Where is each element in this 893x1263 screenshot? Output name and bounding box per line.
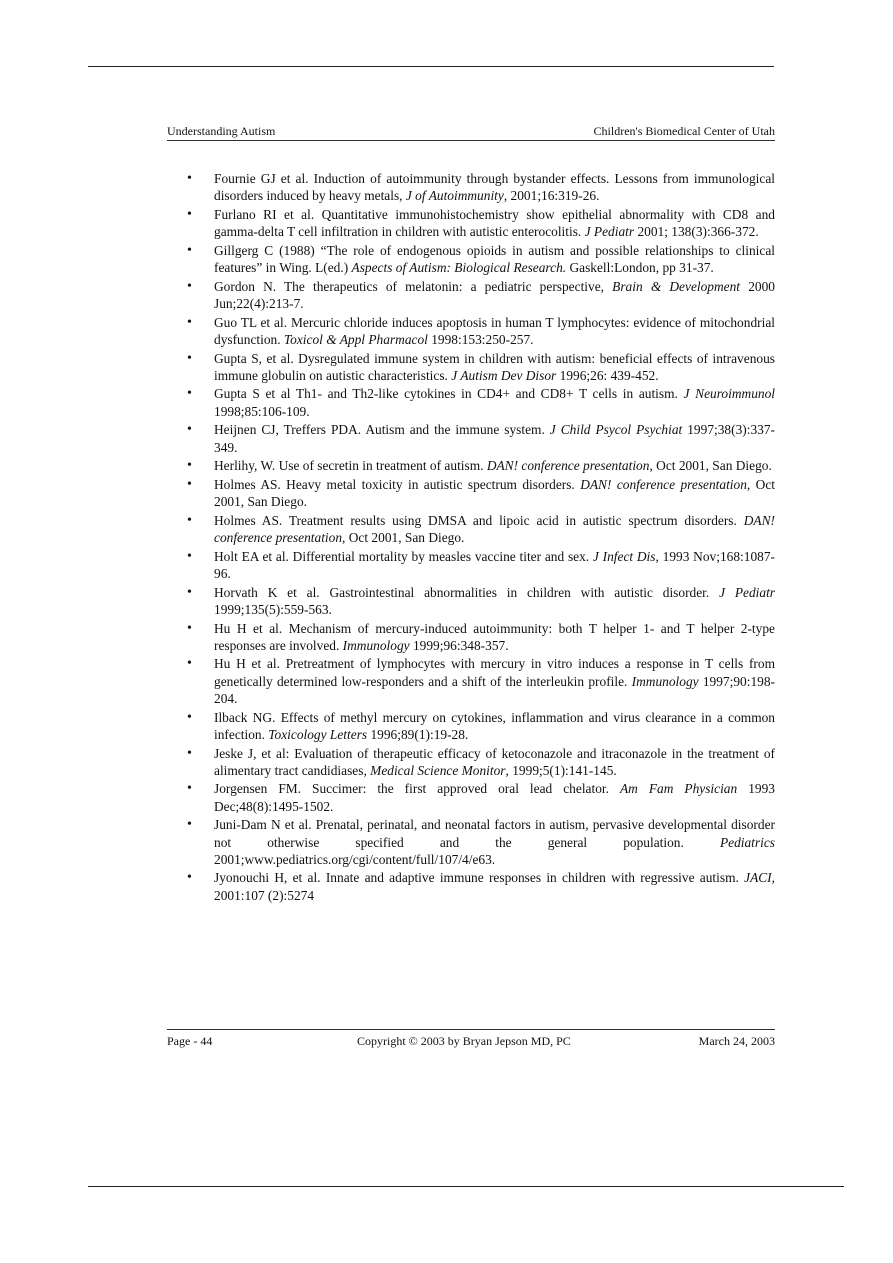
top-page-rule [88, 66, 774, 67]
reference-citation: 1996;89(1):19-28. [367, 726, 469, 742]
reference-text: Holt EA et al. Differential mortality by measles vaccine titer and sex. [214, 548, 593, 564]
reference-citation: , Oct 2001, San Diego. [342, 530, 465, 546]
reference-item [187, 548, 775, 582]
reference-text: Jyonouchi H, et al. Innate and adaptive immune responses in children with regressive autism. [214, 870, 745, 886]
reference-citation: , 1993 Nov;168:1087-96. [214, 548, 775, 581]
reference-citation: 1997;90:198-204. [214, 673, 775, 706]
reference-source: Aspects of Autism: Biological Research. [351, 260, 567, 276]
reference-text: Fournie GJ et al. Induction of autoimmunity through bystander effects. Lessons from immunological disorders induced by heavy metals, [214, 171, 775, 204]
reference-citation: 1999;135(5):559-563. [214, 601, 332, 617]
reference-source: J Pediatr [719, 584, 775, 600]
reference-source: JACI [744, 870, 772, 886]
reference-text: Jorgensen FM. Succimer: the first approved oral lead chelator. [214, 781, 620, 797]
reference-source: DAN! conference presentation [214, 512, 775, 546]
reference-text: Guo TL et al. Mercuric chloride induces apoptosis in human T lymphocytes: evidence of mitochondrial dysfunction. [214, 314, 775, 347]
reference-text: Gupta S et al Th1- and Th2-like cytokines in CD4+ and CD8+ T cells in autism. [214, 386, 684, 402]
reference-citation: 1997;38(3):337-349. [214, 422, 775, 455]
copyright-notice: Copyright © 2003 by Bryan Jepson MD, PC [357, 1034, 571, 1048]
page-number: Page - 44 [167, 1034, 213, 1048]
reference-citation: 1999;96:348-357. [409, 637, 509, 653]
header-title: Understanding Autism [167, 124, 276, 138]
reference-text: Hu H et al. Pretreatment of lymphocytes with mercury in vitro induces a response in T cells from genetically determined low-responders and a shift of the interleukin profile. [214, 656, 775, 689]
reference-source: Immunology [342, 637, 410, 653]
reference-item [187, 421, 775, 455]
reference-text: Furlano RI et al. Quantitative immunohistochemistry show epithelial abnormality with CD8 and gamma-delta T cell infiltration in children with autistic enterocolitis. [214, 206, 775, 240]
reference-citation: , 2001;16:319-26. [503, 188, 600, 204]
reference-text: Heijnen CJ, Treffers PDA. Autism and the immune system. [214, 422, 550, 438]
reference-citation: , 1999;5(1):141-145. [505, 762, 617, 778]
reference-item [187, 709, 775, 743]
header-divider [167, 140, 775, 141]
reference-source: J Child Psycol Psychiat [549, 422, 683, 438]
reference-citation: 1996;26: 439-452. [556, 367, 659, 383]
reference-item [187, 457, 775, 474]
reference-source: Medical Science Monitor [370, 762, 506, 778]
reference-text: Gordon N. The therapeutics of melatonin: a pediatric perspective, [214, 278, 613, 294]
reference-source: Toxicology Letters [268, 726, 368, 742]
reference-item [187, 385, 775, 419]
reference-citation: , 2001:107 (2):5274 [214, 870, 775, 903]
reference-citation: 1993 Dec;48(8):1495-1502. [214, 781, 775, 814]
reference-text: Holmes AS. Heavy metal toxicity in autistic spectrum disorders. [214, 476, 581, 492]
reference-source: Pediatrics [719, 834, 775, 850]
reference-text: Hu H et al. Mechanism of mercury-induced autoimmunity: both T helper 1- and T helper 2-type responses are involved. [214, 620, 775, 653]
reference-item [187, 780, 775, 814]
reference-list [187, 170, 775, 905]
reference-item [187, 869, 775, 903]
bottom-page-rule [88, 1186, 844, 1187]
reference-item [187, 278, 775, 312]
header-organization: Children's Biomedical Center of Utah [593, 124, 775, 138]
reference-text: Gillgerg C (1988) “The role of endogenous opioids in autism and possible relationships to clinical features” in Wing. L(ed.) [214, 242, 775, 276]
reference-citation: 1998;85:106-109. [214, 403, 310, 419]
reference-citation: , Oct 2001, San Diego. [214, 476, 776, 510]
reference-source: DAN! conference presentation [486, 458, 650, 474]
reference-text: Jeske J, et al: Evaluation of therapeutic efficacy of ketoconazole and itraconazole in the treatment of alimentary tract candidiases, [214, 745, 775, 778]
reference-source: J Infect Dis [592, 548, 656, 564]
reference-item [187, 170, 775, 204]
reference-text: Holmes AS. Treatment results using DMSA and lipoic acid in autistic spectrum disorders. [214, 512, 744, 528]
reference-text: Horvath K et al. Gastrointestinal abnormalities in children with autistic disorder. [214, 584, 720, 600]
reference-citation: Gaskell:London, pp 31-37. [566, 260, 714, 276]
reference-citation: 1998:153:250-257. [427, 331, 534, 347]
footer-date: March 24, 2003 [698, 1034, 775, 1048]
reference-item [187, 206, 775, 240]
reference-source: J Pediatr [584, 224, 635, 240]
reference-source: DAN! conference presentation [580, 476, 747, 492]
reference-citation: , Oct 2001, San Diego. [649, 458, 772, 474]
reference-source: Immunology [631, 673, 699, 689]
reference-text: Ilback NG. Effects of methyl mercury on cytokines, inflammation and virus clearance in a common infection. [214, 709, 775, 742]
reference-item [187, 745, 775, 779]
reference-citation: 2001;www.pediatrics.org/cgi/content/full/107/4/e63. [214, 851, 496, 867]
reference-text: Herlihy, W. Use of secretin in treatment of autism. [214, 458, 487, 474]
reference-source: Am Fam Physician [619, 781, 738, 797]
footer-divider [167, 1029, 775, 1030]
reference-item [187, 314, 775, 348]
reference-item [187, 350, 775, 384]
reference-item [187, 584, 775, 618]
reference-source: Toxicol & Appl Pharmacol [283, 331, 428, 347]
reference-text: Juni-Dam N et al. Prenatal, perinatal, and neonatal factors in autism, pervasive developmental disorder not otherwise specified and the general population. [214, 817, 775, 850]
reference-item [187, 655, 775, 707]
reference-citation: 2000 Jun;22(4):213-7. [214, 278, 775, 311]
reference-item [187, 242, 775, 276]
reference-citation: 2001; 138(3):366-372. [634, 224, 759, 240]
reference-source: J of Autoimmunity [405, 188, 504, 204]
reference-text: Gupta S, et al. Dysregulated immune system in children with autism: beneficial effects of intravenous immune globulin on autistic characteristics. [214, 350, 775, 383]
reference-source: J Autism Dev Disor [451, 367, 557, 383]
reference-source: Brain & Development [612, 278, 741, 294]
reference-item [187, 512, 775, 546]
reference-item [187, 816, 775, 868]
reference-item [187, 476, 775, 510]
reference-item [187, 620, 775, 654]
reference-source: J Neuroimmunol [683, 386, 775, 402]
